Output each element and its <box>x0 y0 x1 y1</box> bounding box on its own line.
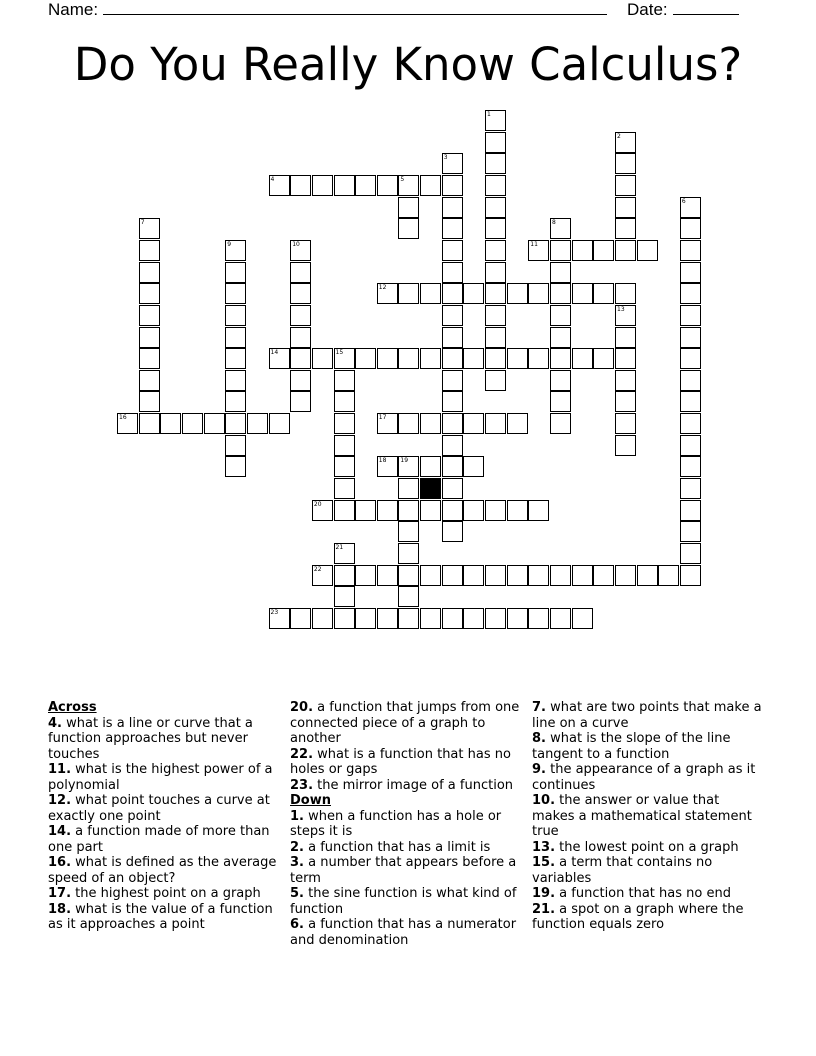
grid-cell[interactable] <box>442 391 463 412</box>
grid-cell[interactable] <box>615 370 636 391</box>
grid-cell[interactable] <box>398 175 419 196</box>
grid-cell[interactable] <box>442 348 463 369</box>
grid-cell[interactable] <box>377 608 398 629</box>
grid-cell[interactable] <box>398 478 419 499</box>
clue-number: 11 <box>530 240 538 248</box>
clue-across-16: 16. what is defined as the average speed of an object? <box>48 855 277 886</box>
grid-cell[interactable] <box>572 348 593 369</box>
grid-cell[interactable] <box>442 153 463 174</box>
grid-cell[interactable] <box>398 283 419 304</box>
clue-number: 19 <box>400 457 409 465</box>
grid-cell[interactable] <box>225 327 246 348</box>
grid-cell[interactable] <box>139 283 160 304</box>
grid-cell[interactable] <box>117 413 138 434</box>
grid-cell[interactable] <box>139 240 160 261</box>
grid-cell[interactable] <box>485 327 506 348</box>
grid-cell[interactable] <box>463 413 484 434</box>
grid-cell[interactable] <box>485 608 506 629</box>
grid-cell[interactable] <box>507 348 528 369</box>
grid-cell[interactable] <box>312 348 333 369</box>
grid-cell[interactable] <box>680 500 701 521</box>
clue-down-15: 15. a term that contains no variables <box>532 855 713 886</box>
grid-cell[interactable] <box>420 565 441 586</box>
grid-cell[interactable] <box>680 543 701 564</box>
grid-cell[interactable] <box>615 175 636 196</box>
grid-cell[interactable] <box>204 413 225 434</box>
grid-cell[interactable] <box>593 565 614 586</box>
grid-cell[interactable] <box>355 565 376 586</box>
grid-cell[interactable] <box>355 348 376 369</box>
grid-cell[interactable] <box>637 565 658 586</box>
grid-cell[interactable] <box>398 586 419 607</box>
grid-cell[interactable] <box>225 370 246 391</box>
grid-cell[interactable] <box>680 521 701 542</box>
grid-cell[interactable] <box>680 435 701 456</box>
grid-cell[interactable] <box>550 348 571 369</box>
grid-cell[interactable] <box>550 262 571 283</box>
grid-cell[interactable] <box>225 435 246 456</box>
grid-cell[interactable] <box>680 478 701 499</box>
down-heading: Down <box>290 793 331 808</box>
grid-cell[interactable] <box>572 283 593 304</box>
grid-cell[interactable] <box>377 348 398 369</box>
grid-cell[interactable] <box>615 348 636 369</box>
grid-cell[interactable] <box>420 175 441 196</box>
grid-cell[interactable] <box>442 500 463 521</box>
grid-cell[interactable] <box>485 218 506 239</box>
grid-cell[interactable] <box>334 175 355 196</box>
grid-cell[interactable] <box>355 608 376 629</box>
grid-cell[interactable] <box>680 327 701 348</box>
grid-cell[interactable] <box>485 197 506 218</box>
grid-cell[interactable] <box>420 500 441 521</box>
grid-cell[interactable] <box>290 175 311 196</box>
grid-cell[interactable] <box>398 521 419 542</box>
grid-cell[interactable] <box>334 413 355 434</box>
clue-number: 16 <box>119 414 127 422</box>
grid-cell[interactable] <box>442 218 463 239</box>
clue-number: 3 <box>443 154 448 162</box>
grid-cell[interactable] <box>637 240 658 261</box>
clue-number: 9 <box>227 240 232 248</box>
grid-cell[interactable] <box>572 565 593 586</box>
grid-cell[interactable] <box>225 456 246 477</box>
clue-down-13: 13. the lowest point on a graph <box>532 839 739 855</box>
clue-number: 17 <box>378 414 387 422</box>
grid-cell[interactable] <box>680 262 701 283</box>
clue-down-2: 2. a function that has a limit is <box>290 839 491 855</box>
grid-cell[interactable] <box>442 456 463 477</box>
grid-cell[interactable] <box>485 262 506 283</box>
grid-cell[interactable] <box>507 500 528 521</box>
grid-cell[interactable] <box>593 348 614 369</box>
clue-number: 10 <box>292 240 300 248</box>
clue-down-5: 5. the sine function is what kind of function <box>290 886 517 917</box>
grid-cell[interactable] <box>680 218 701 239</box>
clue-number: 4 <box>270 175 275 183</box>
grid-cell[interactable] <box>550 608 571 629</box>
grid-cell[interactable] <box>442 435 463 456</box>
grid-cell[interactable] <box>442 413 463 434</box>
grid-cell[interactable] <box>139 262 160 283</box>
grid-cell[interactable] <box>485 413 506 434</box>
grid-cell[interactable] <box>334 478 355 499</box>
black-square <box>420 478 441 499</box>
clue-number: 18 <box>378 457 387 465</box>
grid-cell[interactable] <box>225 240 246 261</box>
grid-cell[interactable] <box>420 456 441 477</box>
grid-cell[interactable] <box>377 500 398 521</box>
grid-cell[interactable] <box>225 305 246 326</box>
grid-cell[interactable] <box>485 240 506 261</box>
grid-cell[interactable] <box>377 565 398 586</box>
grid-cell[interactable] <box>139 413 160 434</box>
grid-cell[interactable] <box>463 565 484 586</box>
clue-number: 6 <box>681 197 686 205</box>
date-label: Date: <box>627 0 668 19</box>
clue-number: 13 <box>617 305 625 313</box>
grid-cell[interactable] <box>377 175 398 196</box>
grid-cell[interactable] <box>334 500 355 521</box>
grid-cell[interactable] <box>442 197 463 218</box>
grid-cell[interactable] <box>290 305 311 326</box>
grid-cell[interactable] <box>615 565 636 586</box>
grid-cell[interactable] <box>290 370 311 391</box>
grid-cell[interactable] <box>615 327 636 348</box>
clue-number: 23 <box>270 609 279 616</box>
grid-cell[interactable] <box>463 500 484 521</box>
grid-cell[interactable] <box>485 500 506 521</box>
clue-number: 1 <box>487 111 491 118</box>
grid-cell[interactable] <box>680 370 701 391</box>
grid-cell[interactable] <box>139 370 160 391</box>
clue-number: 22 <box>313 565 322 573</box>
grid-cell[interactable] <box>247 413 268 434</box>
grid-cell[interactable] <box>442 283 463 304</box>
grid-cell[interactable] <box>615 240 636 261</box>
grid-cell[interactable] <box>463 283 484 304</box>
grid-cell[interactable] <box>550 413 571 434</box>
grid-cell[interactable] <box>225 391 246 412</box>
grid-cell[interactable] <box>680 413 701 434</box>
grid-cell[interactable] <box>139 218 160 239</box>
clue-number: 5 <box>400 175 405 183</box>
clue-number: 8 <box>552 219 556 227</box>
clue-across-17: 17. the highest point on a graph <box>48 886 261 901</box>
grid-cell[interactable] <box>485 175 506 196</box>
grid-cell[interactable] <box>593 240 614 261</box>
grid-cell[interactable] <box>398 456 419 477</box>
clue-down-8: 8. what is the slope of the line tangent to a function <box>532 731 731 762</box>
clue-number: 15 <box>335 349 344 357</box>
grid-cell[interactable] <box>398 348 419 369</box>
grid-cell[interactable] <box>442 521 463 542</box>
clue-down-19: 19. a function that has no end <box>532 886 731 901</box>
clue-number: 2 <box>617 132 621 140</box>
grid-cell[interactable] <box>658 565 679 586</box>
grid-cell[interactable] <box>550 305 571 326</box>
page-title: Do You Really Know Calculus? <box>73 38 743 91</box>
grid-cell[interactable] <box>550 240 571 261</box>
grid-cell[interactable] <box>377 456 398 477</box>
grid-cell[interactable] <box>572 240 593 261</box>
grid-cell[interactable] <box>528 283 549 304</box>
grid-cell[interactable] <box>550 370 571 391</box>
clue-number: 14 <box>270 349 279 357</box>
clue-down-21: 21. a spot on a graph where the function equals zero <box>532 901 744 932</box>
grid-cell[interactable] <box>442 565 463 586</box>
grid-cell[interactable] <box>507 565 528 586</box>
grid-cell[interactable] <box>463 348 484 369</box>
grid-cell[interactable] <box>355 500 376 521</box>
grid-cell[interactable] <box>615 283 636 304</box>
grid-cell[interactable] <box>680 391 701 412</box>
grid-cell[interactable] <box>550 218 571 239</box>
grid-cell[interactable] <box>290 262 311 283</box>
clue-down-7: 7. what are two points that make a line on a curve <box>532 700 762 731</box>
grid-cell[interactable] <box>442 262 463 283</box>
grid-cell[interactable] <box>290 391 311 412</box>
grid-cell[interactable] <box>377 283 398 304</box>
grid-cell[interactable] <box>550 391 571 412</box>
grid-cell[interactable] <box>225 348 246 369</box>
grid-cell[interactable] <box>312 175 333 196</box>
clue-down-9: 9. the appearance of a graph as it continues <box>532 762 756 793</box>
grid-cell[interactable] <box>485 348 506 369</box>
grid-cell[interactable] <box>550 327 571 348</box>
grid-cell[interactable] <box>442 305 463 326</box>
grid-cell[interactable] <box>334 608 355 629</box>
grid-cell[interactable] <box>442 478 463 499</box>
clue-across-20: 20. a function that jumps from one connected piece of a graph to another <box>290 700 520 746</box>
clue-number: 21 <box>335 544 344 551</box>
clue-column-2 <box>290 700 522 948</box>
grid-cell[interactable] <box>507 283 528 304</box>
clue-down-1: 1. when a function has a hole or steps it is <box>290 808 502 839</box>
grid-cell[interactable] <box>334 435 355 456</box>
grid-cell[interactable] <box>507 413 528 434</box>
grid-cell[interactable] <box>334 586 355 607</box>
grid-cell[interactable] <box>463 456 484 477</box>
grid-cell[interactable] <box>225 413 246 434</box>
grid-cell[interactable] <box>507 608 528 629</box>
grid-cell[interactable] <box>615 305 636 326</box>
grid-cell[interactable] <box>334 348 355 369</box>
grid-cell[interactable] <box>398 197 419 218</box>
grid-cell[interactable] <box>550 565 571 586</box>
grid-cell[interactable] <box>290 283 311 304</box>
grid-cell[interactable] <box>593 283 614 304</box>
grid-cell[interactable] <box>420 608 441 629</box>
grid-cell[interactable] <box>615 391 636 412</box>
clue-across-4: 4. what is a line or curve that a function approaches but never touches <box>48 715 253 762</box>
grid-cell[interactable] <box>485 370 506 391</box>
clue-number: 20 <box>313 500 322 508</box>
grid-cell[interactable] <box>398 500 419 521</box>
grid-cell[interactable] <box>615 218 636 239</box>
clue-column-1 <box>48 700 280 933</box>
grid-cell[interactable] <box>528 500 549 521</box>
grid-cell[interactable] <box>160 413 181 434</box>
grid-cell[interactable] <box>420 283 441 304</box>
grid-cell[interactable] <box>269 413 290 434</box>
grid-cell[interactable] <box>485 283 506 304</box>
grid-cell[interactable] <box>442 370 463 391</box>
grid-cell[interactable] <box>312 500 333 521</box>
grid-cell[interactable] <box>334 456 355 477</box>
clue-number: 7 <box>140 219 145 227</box>
grid-cell[interactable] <box>680 348 701 369</box>
grid-cell[interactable] <box>528 348 549 369</box>
grid-cell[interactable] <box>442 175 463 196</box>
clue-across-14: 14. a function made of more than one part <box>48 824 270 855</box>
clue-down-6: 6. a function that has a numerator and denomination <box>290 917 517 948</box>
grid-cell[interactable] <box>680 197 701 218</box>
grid-cell[interactable] <box>290 348 311 369</box>
grid-cell[interactable] <box>615 413 636 434</box>
clue-down-3: 3. a number that appears before a term <box>290 855 517 886</box>
grid-cell[interactable] <box>182 413 203 434</box>
grid-cell[interactable] <box>355 175 376 196</box>
grid-cell[interactable] <box>463 608 484 629</box>
grid-cell[interactable] <box>528 240 549 261</box>
grid-cell[interactable] <box>615 132 636 153</box>
grid-cell[interactable] <box>139 305 160 326</box>
grid-cell[interactable] <box>334 370 355 391</box>
grid-cell[interactable] <box>139 348 160 369</box>
clue-across-18: 18. what is the value of a function as it approaches a point <box>48 901 273 932</box>
name-label: Name: <box>48 0 99 19</box>
grid-cell[interactable] <box>485 153 506 174</box>
grid-cell[interactable] <box>680 456 701 477</box>
grid-cell[interactable] <box>312 608 333 629</box>
grid-cell[interactable] <box>442 327 463 348</box>
grid-cell[interactable] <box>485 565 506 586</box>
grid-cell[interactable] <box>528 565 549 586</box>
grid-cell[interactable] <box>290 327 311 348</box>
grid-cell[interactable] <box>550 283 571 304</box>
grid-cell[interactable] <box>139 391 160 412</box>
grid-cell[interactable] <box>420 348 441 369</box>
grid-cell[interactable] <box>398 543 419 564</box>
grid-cell[interactable] <box>269 608 290 629</box>
grid-cell[interactable] <box>680 240 701 261</box>
grid-cell[interactable] <box>334 391 355 412</box>
grid-cell[interactable] <box>442 608 463 629</box>
grid-cell[interactable] <box>398 565 419 586</box>
grid-cell[interactable] <box>269 175 290 196</box>
grid-cell[interactable] <box>615 153 636 174</box>
grid-cell[interactable] <box>225 283 246 304</box>
grid-cell[interactable] <box>290 608 311 629</box>
grid-cell[interactable] <box>485 132 506 153</box>
across-heading: Across <box>48 700 97 715</box>
grid-cell[interactable] <box>225 262 246 283</box>
grid-cell[interactable] <box>377 413 398 434</box>
grid-cell[interactable] <box>334 543 355 564</box>
grid-cell[interactable] <box>680 305 701 326</box>
clue-number: 12 <box>378 284 387 292</box>
grid-cell[interactable] <box>398 413 419 434</box>
grid-cell[interactable] <box>312 565 333 586</box>
grid-cell[interactable] <box>572 608 593 629</box>
grid-cell[interactable] <box>290 240 311 261</box>
clue-across-22: 22. what is a function that has no holes or gaps <box>290 746 511 777</box>
clue-column-3 <box>532 700 764 933</box>
grid-cell[interactable] <box>528 608 549 629</box>
grid-cell[interactable] <box>139 327 160 348</box>
grid-cell[interactable] <box>485 110 506 131</box>
grid-cell[interactable] <box>420 413 441 434</box>
grid-cell[interactable] <box>334 565 355 586</box>
grid-cell[interactable] <box>442 240 463 261</box>
grid-cell[interactable] <box>398 608 419 629</box>
grid-cell[interactable] <box>615 435 636 456</box>
grid-cell[interactable] <box>680 565 701 586</box>
clue-across-12: 12. what point touches a curve at exactly one point <box>48 793 270 824</box>
grid-cell[interactable] <box>269 348 290 369</box>
grid-cell[interactable] <box>615 197 636 218</box>
clue-across-23: 23. the mirror image of a function <box>290 777 514 793</box>
clue-across-11: 11. what is the highest power of a polynomial <box>48 762 273 793</box>
clue-down-10: 10. the answer or value that makes a mathematical statement true <box>532 793 752 839</box>
grid-cell[interactable] <box>398 218 419 239</box>
grid-cell[interactable] <box>680 283 701 304</box>
grid-cell[interactable] <box>485 305 506 326</box>
